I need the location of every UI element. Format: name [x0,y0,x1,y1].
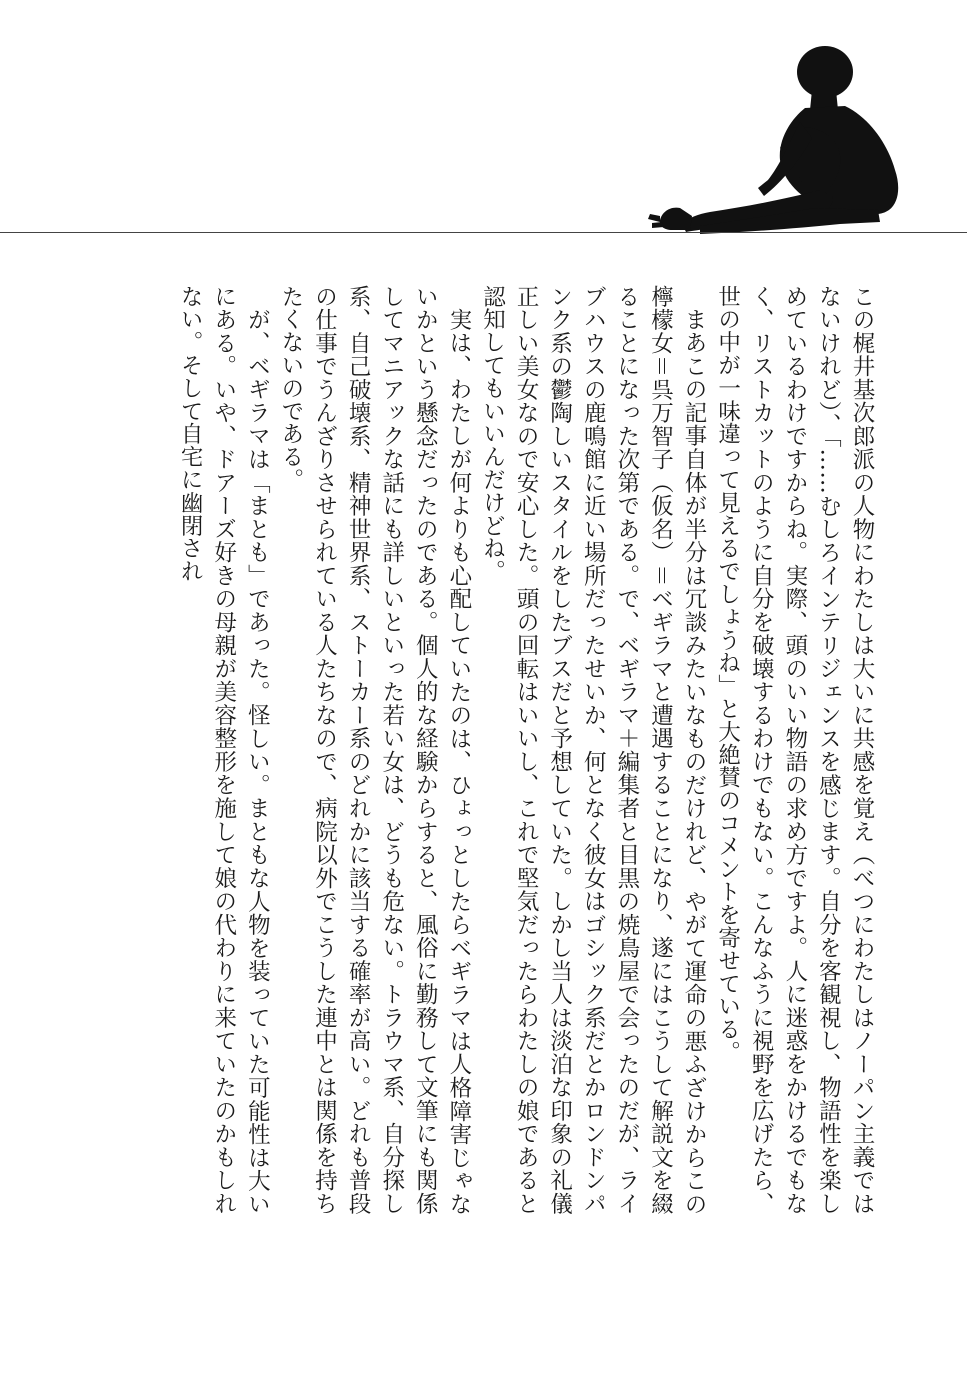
paragraph-2: まあこの記事自体が半分は冗談みたいなものだけれど、やがて運命の悪ふざけからこの檸檬女＝呉万智子（仮名）＝ベギラマと遭遇することになり、遂にはこうして解説文を綴ることになった次第である。で、ベギラマ＋編集者と目黒の焼鳥屋で会ったのだが、ライブハウスの鹿鳴館に近い場所だったせいか、何となく彼女はゴシック系だとかロンドンパンク系の鬱陶しいスタイルをしたブスだと予想していた。しかし当人は淡泊な印象の礼儀正しい美女なので安心した。頭の回転はいいし、これで堅気だったらわたしの娘であると認知してもいいんだけどね。 [479,285,708,1215]
paragraph-4: が、ベギラマは「まとも」であった。怪しい。まともな人物を装っていた可能性は大いにある。いや、ドアーズ好きの母親が美容整形を施して娘の代わりに来ていたのかもしれない。そして自宅に幽閉され [177,285,271,1215]
header-rule [0,232,967,233]
paragraph-1: この梶井基次郎派の人物にわたしは大いに共感を覚え（べつにわたしはノーパン主義ではないけれど）、「……むしろインテリジェンスを感じます。自分を客観視し、物語性を楽しめているわけですからね。実際、頭のいい物語の求め方ですよ。人に迷惑をかけるでもなく、リストカットのように自分を破壊するわけでもない。こんなふうに視野を広げたら、世の中が一味違って見えるでしょうね」と大絶賛のコメントを寄せている。 [714,285,875,1215]
paragraph-3: 実は、わたしが何よりも心配していたのは、ひょっとしたらベギラマは人格障害じゃないかという懸念だったのである。個人的な経験からすると、風俗に勤務して文筆にも関係してマニアックな話にも詳しいといった若い女は、どうも危ない。トラウマ系、自分探し系、自己破壊系、精神世界系、ストーカー系のどれかに該当する確率が高い。どれも普段の仕事でうんざりさせられている人たちなので、病院以外でこうした連中とは関係を持ちたくないのである。 [277,285,472,1215]
vertical-body-text [88,285,878,1215]
seated-figure-silhouette [640,30,967,240]
